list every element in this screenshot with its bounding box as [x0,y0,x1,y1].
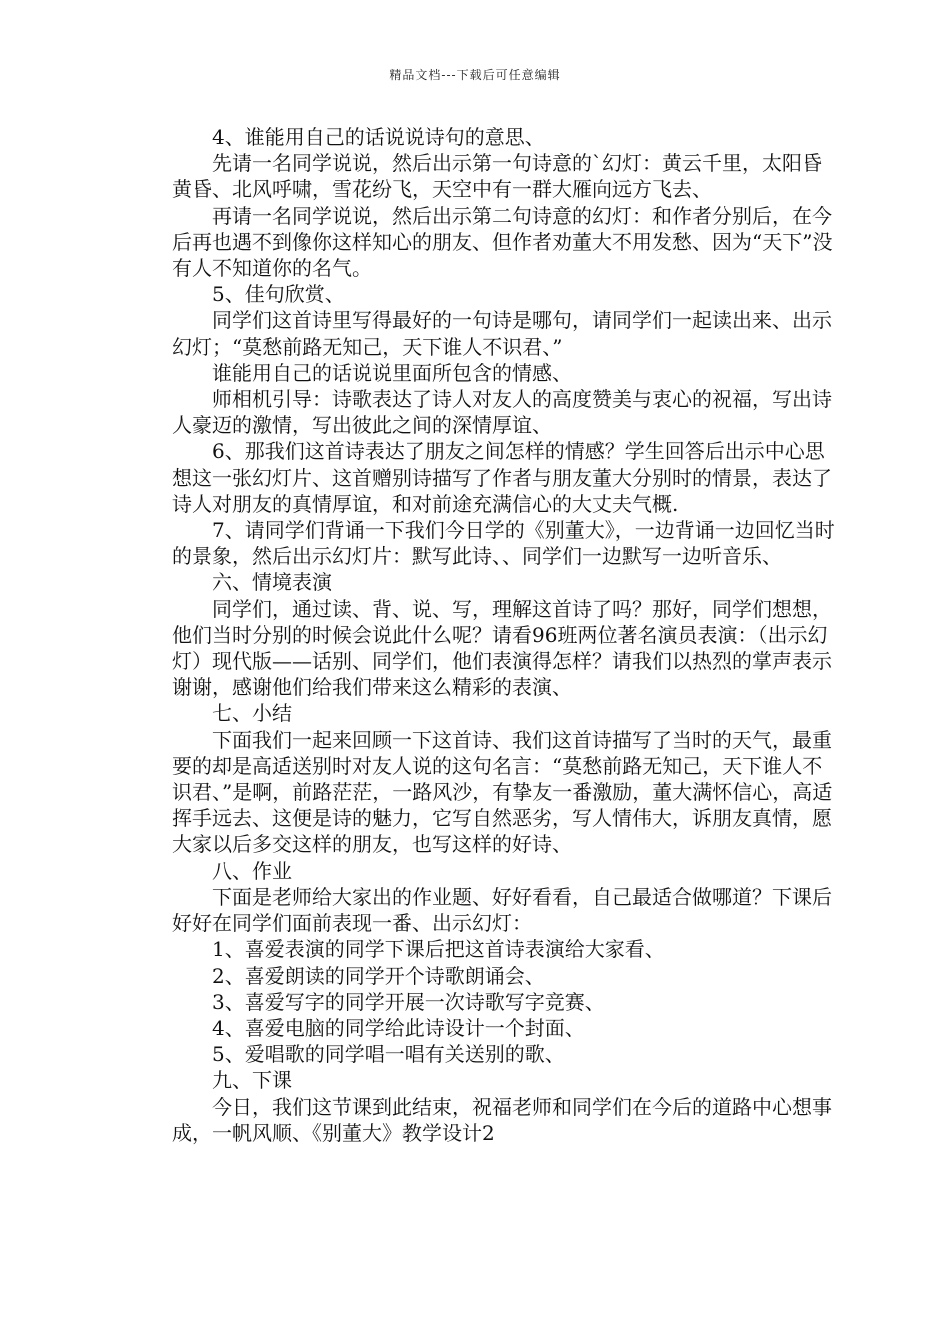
document-body [172,124,837,1146]
paragraph: 下面我们一起来回顾一下这首诗、我们这首诗描写了当时的天气，最重要的却是高适送别时对友人说的这句名言：“莫愁前路无知己，天下谁人不识君、”是啊，前路茫茫，一路风沙，有挚友一番激励，董大满怀信心，高适挥手远去、这便是诗的魅力，它写自然恶劣，写人情伟大，诉朋友真情，愿大家以后多交这样的朋友，也写这样的好诗、 [172,727,833,857]
paragraph: 再请一名同学说说，然后出示第二句诗意的幻灯：和作者分别后，在今后再也遇不到像你这样知心的朋友、但作者劝董大不用发愁、因为“天下”没有人不知道你的名气。 [172,203,833,281]
list-item: 5、爱唱歌的同学唱一唱有关送别的歌、 [212,1042,565,1067]
paragraph: 下面是老师给大家出的作业题、好好看看，自己最适合做哪道？下课后好好在同学们面前表现一番、出示幻灯： [172,884,832,936]
paragraph: 同学们这首诗里写得最好的一句诗是哪句，请同学们一起读出来、出示幻灯；“莫愁前路无知己，天下谁人不识君、” [172,308,832,359]
list-item: 3、喜爱写字的同学开展一次诗歌写字竞赛、 [212,989,605,1014]
list-item: 4、喜爱电脑的同学给此诗设计一个封面、 [212,1015,585,1040]
section-heading: 八、作业 [212,858,292,883]
page-header: 精品文档---下载后可任意编辑 [389,68,561,82]
paragraph: 今日，我们这节课到此结束，祝福老师和同学们在今后的道路中心想事成，一帆风顺、《别董大》教学设计2 [172,1094,832,1145]
section-heading: 六、情境表演 [212,570,332,595]
paragraph: 谁能用自己的话说说里面所包含的情感、 [212,360,572,385]
section-heading: 九、下课 [212,1068,292,1093]
paragraph: 7、请同学们背诵一下我们今日学的《别董大》，一边背诵一边回忆当时的景象，然后出示幻灯片：默写此诗、、同学们一边默写一边听音乐、 [172,518,835,569]
paragraph: 先请一名同学说说，然后出示第一句诗意的`幻灯：黄云千里，太阳昏黄昏、北风呼啸，雪花纷飞，天空中有一群大雁向远方飞去、 [172,151,822,202]
list-item: 2、喜爱朗读的同学开个诗歌朗诵会、 [212,963,545,988]
list-item: 1、喜爱表演的同学下课后把这首诗表演给大家看、 [212,937,665,962]
paragraph: 6、那我们这首诗表达了朋友之间怎样的情感？学生回答后出示中心思想这一张幻灯片、这首赠别诗描写了作者与朋友董大分别时的情景，表达了诗人对朋友的真情厚谊，和对前途充满信心的大丈夫气概. [172,439,832,516]
section-heading: 5、佳句欣赏、 [212,282,345,307]
paragraph: 师相机引导：诗歌表达了诗人对友人的高度赞美与衷心的祝福，写出诗人豪迈的激情，写出彼此之间的深情厚谊、 [172,387,832,438]
paragraph: 同学们，通过读、背、说、写，理解这首诗了吗？那好，同学们想想，他们当时分别的时候会说此什么呢？请看96班两位著名演员表演：（出示幻灯）现代版——话别、同学们，他们表演得怎样？请我们以热烈的掌声表示谢谢，感谢他们给我们带来这么精彩的表演、 [172,596,832,700]
section-heading: 七、小结 [212,701,292,726]
paragraph: 4、谁能用自己的话说说诗句的意思、 [212,125,545,149]
